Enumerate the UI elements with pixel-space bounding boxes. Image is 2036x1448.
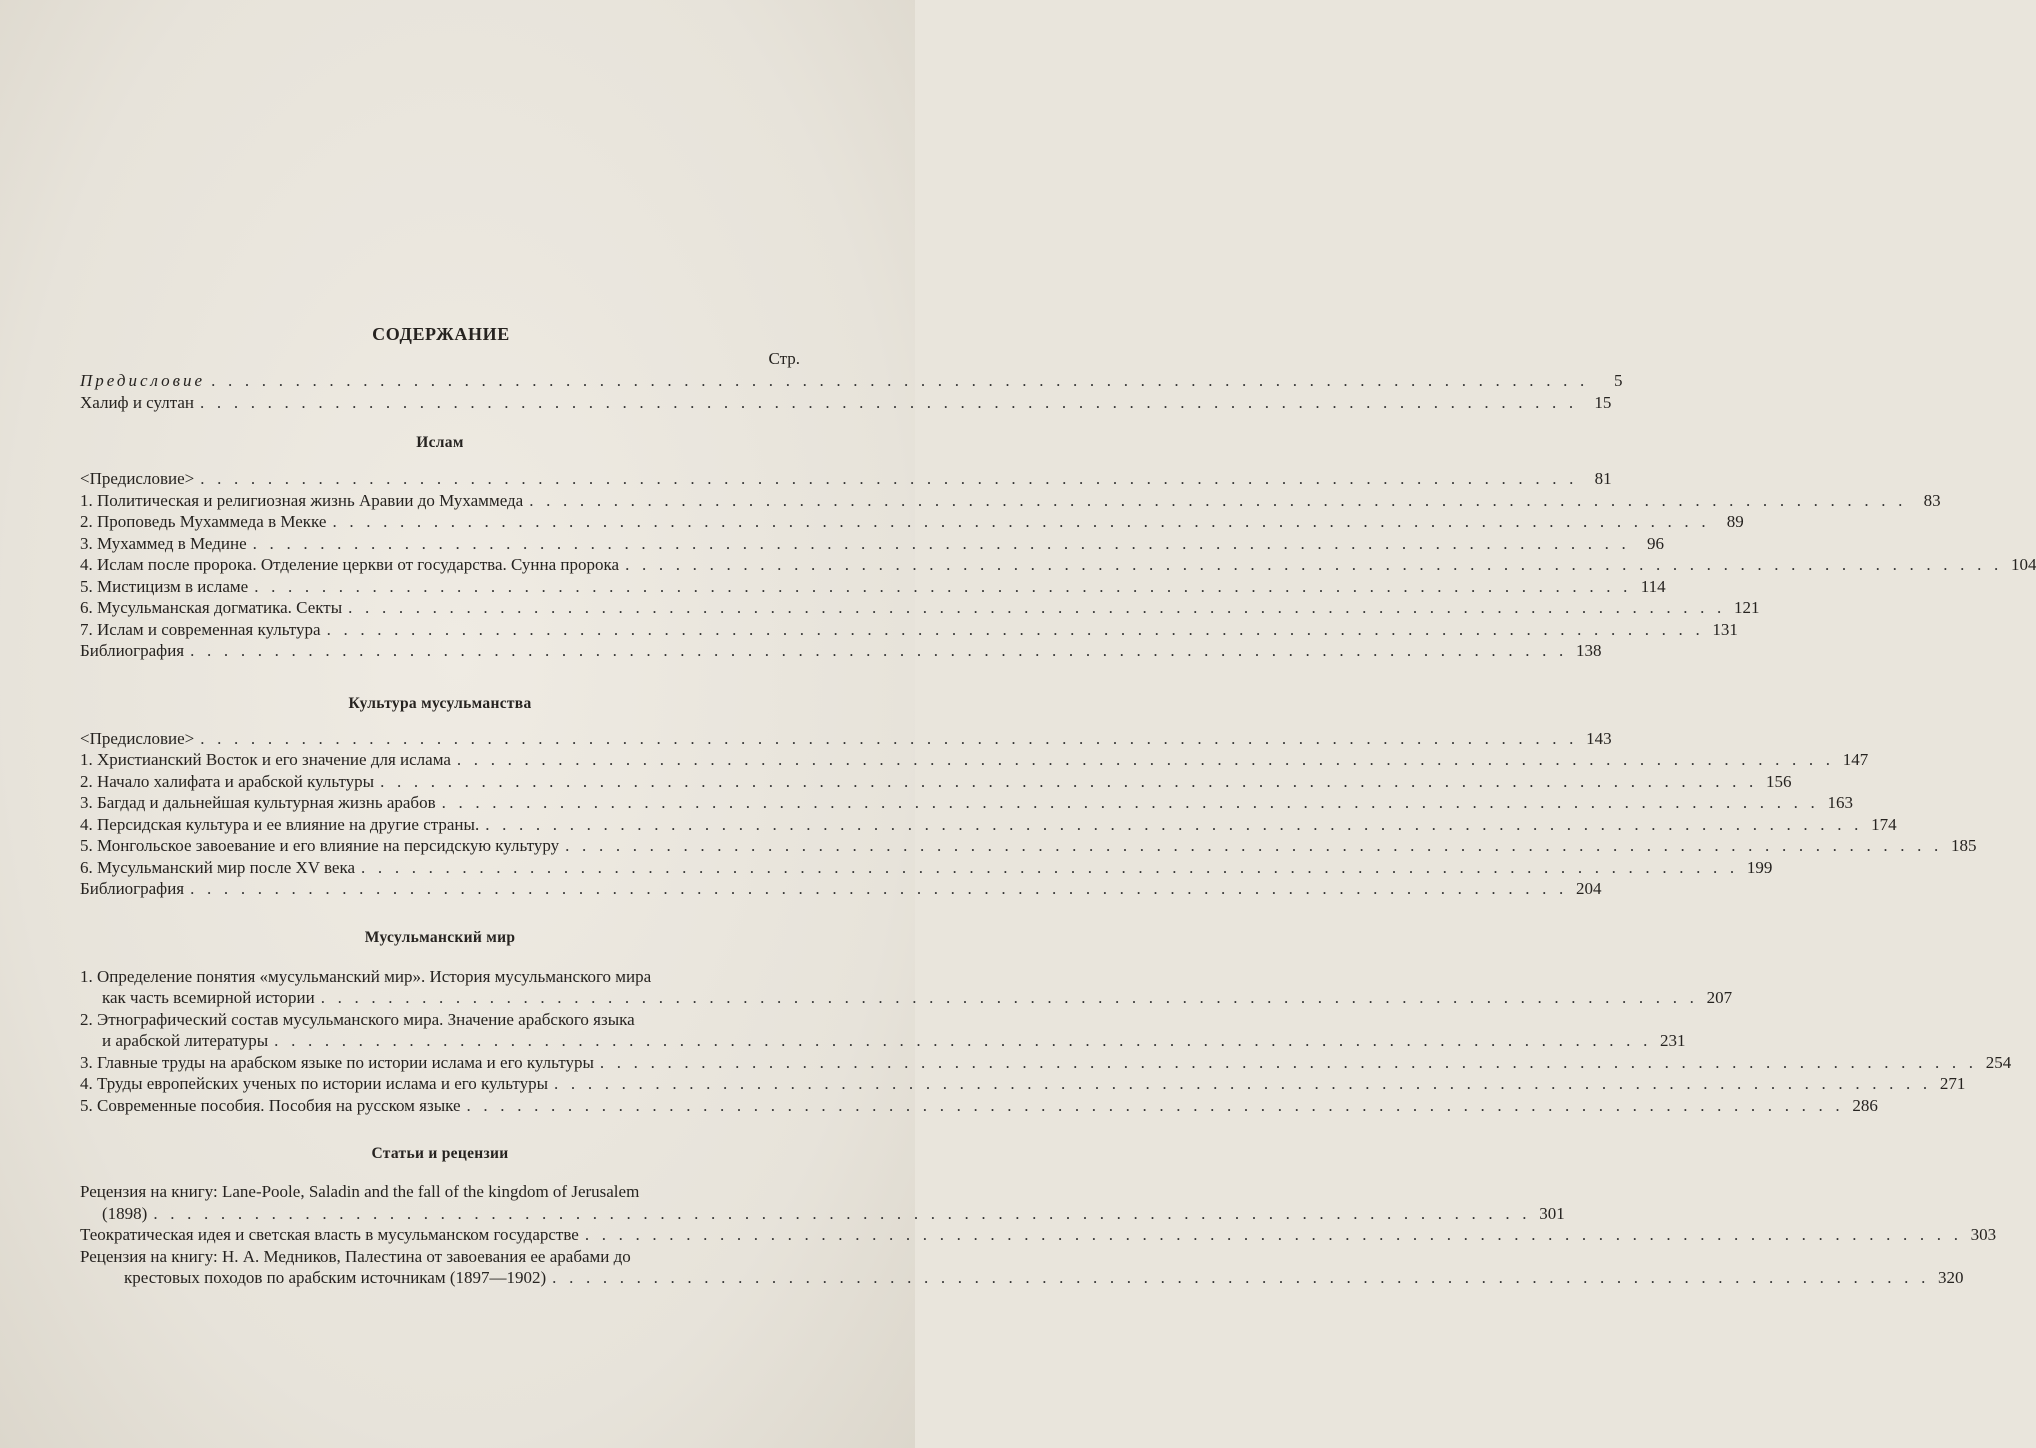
toc-entry-page: 174 — [1871, 814, 1897, 834]
toc-entry[interactable] — [80, 749, 1869, 771]
toc-entry-title: 3. Главные труды на арабском языке по истории ислама и его культуры — [80, 1052, 594, 1072]
section-heading: Культура мусульманства — [348, 694, 532, 712]
dot-leader: . . . . . . . . . . . . . . . . . . . . . . . . . . . . . . . . . . . . . . . . . . . . . . . . . . . . . . . . . . . . . . . . . . . . . . . . . . . . . . . . . . — [153, 1203, 1531, 1223]
toc-entry-page: 131 — [1712, 619, 1738, 639]
toc-entry-title: 1. Политическая и религиозная жизнь Аравии до Мухаммеда — [80, 490, 524, 510]
toc-entry-title: крестовых походов по арабским источникам (1897—1902) — [124, 1268, 547, 1287]
toc-entry-title: <Предисловие> — [80, 728, 195, 748]
toc-entry[interactable] — [80, 728, 1612, 750]
toc-entry[interactable] — [80, 619, 1738, 641]
toc-entry-title: как часть всемирной истории — [102, 988, 315, 1007]
toc-entry-page: 83 — [1923, 490, 1941, 510]
toc-entry[interactable] — [80, 468, 1612, 490]
dot-leader: . . . . . . . . . . . . . . . . . . . . . . . . . . . . . . . . . . . . . . . . . . . . . . . . . . . . . . . . . . . . . . . . . . . . . . . . . . . . . . . . . . — [200, 469, 1578, 488]
toc-entry-title: 4. Труды европейских ученых по истории ислама и его культуры — [80, 1074, 549, 1093]
toc-entry-page: 104 — [2010, 555, 2036, 574]
toc-entry[interactable] — [80, 533, 1664, 555]
toc-entry-title: 7. Ислам и современная культура — [80, 619, 321, 639]
toc-entry-first-line: Рецензия на книгу: Н. А. Медников, Палестина от завоевания ее арабами до — [80, 1246, 631, 1266]
toc-entry-page: 320 — [1938, 1268, 1964, 1287]
dot-leader: . . . . . . . . . . . . . . . . . . . . . . . . . . . . . . . . . . . . . . . . . . . . . . . . . . . . . . . . . . . . . . . . . . . . . . . . . . . . . . . . . . — [274, 1031, 1652, 1050]
dot-leader: . . . . . . . . . . . . . . . . . . . . . . . . . . . . . . . . . . . . . . . . . . . . . . . . . . . . . . . . . . . . . . . . . . . . . . . . . . . . . . . . . . — [320, 988, 1699, 1007]
dot-leader: . . . . . . . . . . . . . . . . . . . . . . . . . . . . . . . . . . . . . . . . . . . . . . . . . . . . . . . . . . . . . . . . . . . . . . . . . . . . . . . . . . — [456, 750, 1835, 769]
toc-entry-title: Халиф и султан — [80, 392, 195, 412]
toc-entry-title: 2. Начало халифата и арабской культуры — [80, 771, 375, 791]
toc-entry-title: 5. Мистицизм в исламе — [80, 576, 249, 596]
dot-leader: . . . . . . . . . . . . . . . . . . . . . . . . . . . . . . . . . . . . . . . . . . . . . . . . . . . . . . . . . . . . . . . . . . . . . . . . . . . . . . . . . . — [441, 793, 1819, 812]
toc-entry-title: 5. Современные пособия. Пособия на русском языке — [80, 1095, 461, 1115]
toc-entry[interactable] — [80, 771, 1792, 793]
dot-leader: . . . . . . . . . . . . . . . . . . . . . . . . . . . . . . . . . . . . . . . . . . . . . . . . . . . . . . . . . . . . . . . . . . . . . . . . . . . . . . . . . . — [466, 1095, 1844, 1115]
toc-entry[interactable] — [80, 490, 1941, 512]
toc-entry-first-line: Рецензия на книгу: Lane-Poole, Saladin and the fall of the kingdom of Jerusalem — [80, 1182, 640, 1201]
toc-entry-title: 6. Мусульманский мир после XV века — [80, 857, 356, 877]
page-column-label: Стр. — [768, 349, 800, 368]
toc-entry-title: 1. Христианский Восток и его значение для ислама — [80, 750, 451, 769]
section-heading: Ислам — [416, 434, 464, 451]
toc-entry-page: 15 — [1594, 392, 1612, 412]
toc-entry[interactable] — [80, 878, 1602, 900]
toc-entry-first-line: 1. Определение понятия «мусульманский мир». История мусульманского мира — [80, 966, 652, 986]
toc-entry-title: Библиография — [80, 879, 185, 898]
toc-entry[interactable] — [80, 597, 1760, 619]
toc-entry-first-line: 2. Этнографический состав мусульманского мира. Значение арабского языка — [80, 1009, 635, 1029]
toc-entry[interactable] — [80, 1095, 1878, 1117]
dot-leader: . . . . . . . . . . . . . . . . . . . . . . . . . . . . . . . . . . . . . . . . . . . . . . . . . . . . . . . . . . . . . . . . . . . . . . . . . . . . . . . . . . — [529, 490, 1907, 510]
toc-entry-title: 4. Персидская культура и ее влияние на другие страны. — [80, 814, 480, 834]
toc-entry[interactable] — [80, 1267, 1964, 1289]
toc-title: СОДЕРЖАНИЕ — [372, 324, 510, 344]
dot-leader: . . . . . . . . . . . . . . . . . . . . . . . . . . . . . . . . . . . . . . . . . . . . . . . . . . . . . . . . . . . . . . . . . . . . . . . . . . . . . . . . . . — [552, 1268, 1930, 1287]
dot-leader: . . . . . . . . . . . . . . . . . . . . . . . . . . . . . . . . . . . . . . . . . . . . . . . . . . . . . . . . . . . . . . . . . . . . . . . . . . . . . . . . . . — [326, 619, 1704, 639]
dot-leader: . . . . . . . . . . . . . . . . . . . . . . . . . . . . . . . . . . . . . . . . . . . . . . . . . . . . . . . . . . . . . . . . . . . . . . . . . . . . . . . . . . — [190, 879, 1568, 898]
toc-entry[interactable] — [80, 1030, 1686, 1052]
toc-entry-title: <Предисловие> — [80, 469, 195, 488]
dot-leader: . . . . . . . . . . . . . . . . . . . . . . . . . . . . . . . . . . . . . . . . . . . . . . . . . . . . . . . . . . . . . . . . . . . . . . . . . . . . . . . . . . — [380, 771, 1758, 791]
toc-entry-title: Теократическая идея и светская власть в мусульманском государстве — [80, 1225, 579, 1244]
toc-entry-page: 254 — [1985, 1052, 2012, 1072]
toc-entry-page: 271 — [1939, 1074, 1966, 1093]
toc-entry-page: 303 — [1970, 1225, 1997, 1244]
section-heading: Статьи и рецензии — [371, 1145, 509, 1162]
toc-entry[interactable] — [80, 511, 1744, 533]
dot-leader: . . . . . . . . . . . . . . . . . . . . . . . . . . . . . . . . . . . . . . . . . . . . . . . . . . . . . . . . . . . . . . . . . . . . . . . . . . . . . . . . . . — [254, 576, 1632, 596]
toc-entry-page: 207 — [1706, 988, 1733, 1007]
toc-entry-title: Библиография — [80, 641, 185, 660]
toc-entry-title: Предисловие — [80, 371, 206, 390]
toc-entry-page: 5 — [1613, 371, 1623, 390]
toc-entry[interactable] — [80, 1224, 1997, 1246]
toc-entry-page: 301 — [1539, 1203, 1565, 1223]
dot-leader: . . . . . . . . . . . . . . . . . . . . . . . . . . . . . . . . . . . . . . . . . . . . . . . . . . . . . . . . . . . . . . . . . . . . . . . . . . . . . . . . . . — [485, 814, 1863, 834]
toc-entry[interactable] — [80, 392, 1612, 414]
toc-entry-title: (1898) — [102, 1203, 148, 1223]
toc-entry-title: 3. Мухаммед в Медине — [80, 533, 247, 553]
toc-entry[interactable] — [80, 835, 1977, 857]
toc-entry-page: 147 — [1842, 750, 1869, 769]
toc-entry[interactable] — [80, 792, 1853, 814]
dot-leader: . . . . . . . . . . . . . . . . . . . . . . . . . . . . . . . . . . . . . . . . . . . . . . . . . . . . . . . . . . . . . . . . . . . . . . . . . . . . . . . . . . — [252, 533, 1630, 553]
toc-entry-page: 138 — [1575, 641, 1602, 660]
dot-leader: . . . . . . . . . . . . . . . . . . . . . . . . . . . . . . . . . . . . . . . . . . . . . . . . . . . . . . . . . . . . . . . . . . . . . . . . . . . . . . . . . . — [200, 392, 1578, 412]
toc-entry[interactable] — [80, 1203, 1565, 1225]
dot-leader: . . . . . . . . . . . . . . . . . . . . . . . . . . . . . . . . . . . . . . . . . . . . . . . . . . . . . . . . . . . . . . . . . . . . . . . . . . . . . . . . . . — [361, 857, 1739, 877]
toc-entry-title: 3. Багдад и дальнейшая культурная жизнь арабов — [80, 793, 436, 812]
toc-entry[interactable] — [80, 640, 1602, 662]
dot-leader: . . . . . . . . . . . . . . . . . . . . . . . . . . . . . . . . . . . . . . . . . . . . . . . . . . . . . . . . . . . . . . . . . . . . . . . . . . . . . . . . . . — [625, 555, 2003, 574]
toc-entry[interactable] — [80, 370, 1623, 392]
dot-leader: . . . . . . . . . . . . . . . . . . . . . . . . . . . . . . . . . . . . . . . . . . . . . . . . . . . . . . . . . . . . . . . . . . . . . . . . . . . . . . . . . . — [584, 1225, 1963, 1244]
toc-entry[interactable] — [80, 814, 1897, 836]
toc-entry-page: 81 — [1594, 469, 1612, 488]
toc-entry-page: 185 — [1951, 836, 1977, 855]
toc-entry-page: 204 — [1575, 879, 1602, 898]
toc-entry-title: 5. Монгольское завоевание и его влияние на персидскую культуру — [80, 836, 560, 855]
dot-leader: . . . . . . . . . . . . . . . . . . . . . . . . . . . . . . . . . . . . . . . . . . . . . . . . . . . . . . . . . . . . . . . . . . . . . . . . . . . . . . . . . . — [565, 836, 1943, 855]
toc-entry[interactable] — [80, 1073, 1966, 1095]
toc-entry-page: 286 — [1852, 1095, 1878, 1115]
toc-entry-page: 114 — [1640, 576, 1666, 596]
toc-entry-page: 231 — [1660, 1031, 1686, 1050]
toc-entry-page: 163 — [1827, 793, 1853, 812]
table-of-contents — [80, 322, 2036, 1289]
toc-entry-page: 199 — [1746, 857, 1773, 877]
dot-leader: . . . . . . . . . . . . . . . . . . . . . . . . . . . . . . . . . . . . . . . . . . . . . . . . . . . . . . . . . . . . . . . . . . . . . . . . . . . . . . . . . . — [348, 598, 1726, 617]
toc-entry-title: 2. Проповедь Мухаммеда в Мекке — [80, 512, 327, 531]
toc-entry[interactable] — [80, 987, 1733, 1009]
dot-leader: . . . . . . . . . . . . . . . . . . . . . . . . . . . . . . . . . . . . . . . . . . . . . . . . . . . . . . . . . . . . . . . . . . . . . . . . . . . . . . . . . . — [599, 1052, 1978, 1072]
toc-entry[interactable] — [80, 554, 2036, 576]
dot-leader: . . . . . . . . . . . . . . . . . . . . . . . . . . . . . . . . . . . . . . . . . . . . . . . . . . . . . . . . . . . . . . . . . . . . . . . . . . . . . . . . . . — [332, 512, 1710, 531]
toc-entry-page: 96 — [1647, 533, 1664, 553]
toc-entry-title: и арабской литературы — [102, 1031, 269, 1050]
toc-entry-title: 4. Ислам после пророка. Отделение церкви от государства. Сунна пророка — [80, 555, 620, 574]
toc-entry[interactable] — [80, 857, 1773, 879]
dot-leader: . . . . . . . . . . . . . . . . . . . . . . . . . . . . . . . . . . . . . . . . . . . . . . . . . . . . . . . . . . . . . . . . . . . . . . . . . . . . . . . . . . — [190, 641, 1568, 660]
toc-entry-page: 156 — [1765, 771, 1792, 791]
dot-leader: . . . . . . . . . . . . . . . . . . . . . . . . . . . . . . . . . . . . . . . . . . . . . . . . . . . . . . . . . . . . . . . . . . . . . . . . . . . . . . . . . . — [554, 1074, 1932, 1093]
dot-leader: . . . . . . . . . . . . . . . . . . . . . . . . . . . . . . . . . . . . . . . . . . . . . . . . . . . . . . . . . . . . . . . . . . . . . . . . . . . . . . . . . . — [211, 371, 1589, 390]
toc-entry[interactable] — [80, 1052, 2012, 1074]
toc-entry-page: 89 — [1726, 512, 1744, 531]
toc-entry[interactable] — [80, 576, 1666, 598]
toc-entry-page: 121 — [1734, 598, 1760, 617]
dot-leader: . . . . . . . . . . . . . . . . . . . . . . . . . . . . . . . . . . . . . . . . . . . . . . . . . . . . . . . . . . . . . . . . . . . . . . . . . . . . . . . . . . — [200, 728, 1578, 748]
section-heading: Мусульманский мир — [364, 928, 516, 946]
toc-entry-title: 6. Мусульманская догматика. Секты — [80, 598, 343, 617]
toc-entry-page: 143 — [1586, 728, 1612, 748]
